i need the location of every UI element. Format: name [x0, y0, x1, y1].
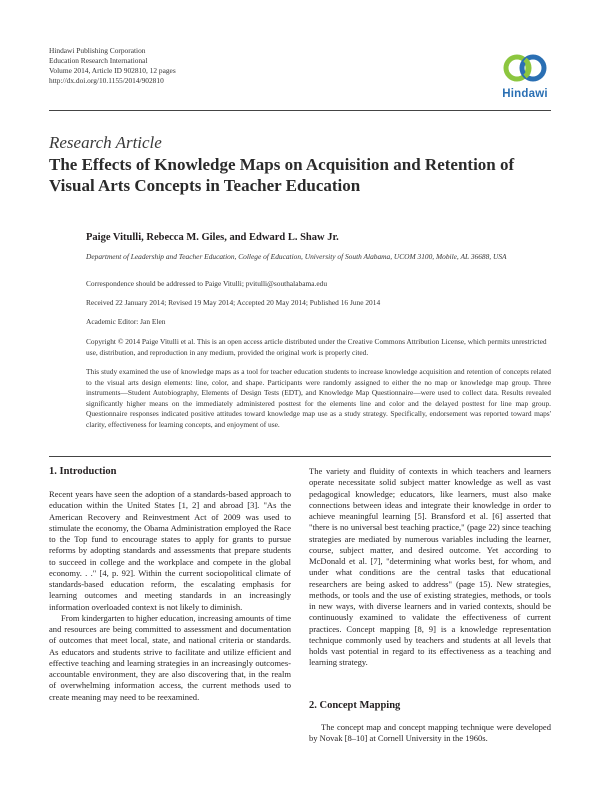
- paragraph: The variety and fluidity of contexts in which teachers and learners operate necessitate solid subject matter knowledge as well as vast pedagogical knowledge; educators, like learners, must also make connections between ideas and integrate their knowledge in order to achieve meaningful learning [5]. Bransford et al. [6] asserted that "there is no universal best teaching practice," (page 22) since teaching strategies are mediated by numerous variables including the learner, course, subject matter, and desired outcome. Yet according to McDonald et al. [7], "determining what works best, for whom, and under what conditions are the central tasks that educational researchers are being asked to address" (page 15). New strategies, methods, or tools and the use of existing strategies, methods, or tools in new ways, with diverse learners and in varied contexts, should be continuously examined to validate the effectiveness of current practices. Concept mapping [8, 9] is a knowledge representation technique commonly used by teachers and students at all levels that holds vast potential in regard to its effectiveness as a teaching and learning strategy.: [309, 466, 551, 668]
- academic-editor: Academic Editor: Jan Elen: [86, 317, 166, 326]
- volume-info: Volume 2014, Article ID 902810, 12 pages: [49, 66, 176, 75]
- journal-name: Education Research International: [49, 56, 148, 65]
- section-heading-introduction: 1. Introduction: [49, 466, 117, 477]
- publisher: Hindawi Publishing Corporation: [49, 46, 146, 55]
- hindawi-rings-icon: [502, 49, 548, 87]
- abstract-rule: [49, 456, 551, 457]
- paragraph: From kindergarten to higher education, increasing amounts of time and resources are being committed to assessment and documentation of outcomes that meet local, state, and national criteria or standards. As educators and students strive to facilitate and utilize efficient and effective teaching and learning strategies in an increasingly outcomes-accountable environment, they are also discovering that, in the realm of overwhelming information access, the current methods used to create meaning may need to be reexamined.: [49, 612, 291, 702]
- article-type: Research Article: [49, 133, 162, 152]
- left-column: [49, 489, 291, 703]
- paragraph: The concept map and concept mapping technique were developed by Novak [8–10] at Cornell University in the 1960s.: [309, 722, 551, 744]
- hindawi-logo: [497, 49, 553, 100]
- publication-dates: Received 22 January 2014; Revised 19 May 2014; Accepted 20 May 2014; Published 16 June 2014: [86, 298, 381, 307]
- copyright-notice: Copyright © 2014 Paige Vitulli et al. This is an open access article distributed under the Creative Commons Attribution License, which permits unrestricted use, distribution, and reproduction in any medium, provided the original work is properly cited.: [86, 337, 547, 357]
- logo-text: Hindawi: [502, 88, 548, 100]
- section-heading-concept-mapping: 2. Concept Mapping: [309, 700, 401, 711]
- right-column-continued: [309, 722, 551, 745]
- affiliation: Department of Leadership and Teacher Education, College of Education, University of South Alabama, UCOM 3100, Mobile, AL 36688, USA: [86, 252, 507, 261]
- header-rule: [49, 110, 551, 111]
- journal-header: [49, 46, 176, 86]
- authors: Paige Vitulli, Rebecca M. Giles, and Edward L. Shaw Jr.: [86, 232, 339, 243]
- correspondence: Correspondence should be addressed to Paige Vitulli; pvitulli@southalabama.edu: [86, 279, 328, 288]
- article-title: The Effects of Knowledge Maps on Acquisition and Retention of Visual Arts Concepts in Teacher Education: [49, 155, 515, 195]
- paragraph: Recent years have seen the adoption of a standards-based approach to education within the United States [1, 2] and abroad [3]. "As the American Recovery and Reinvestment Act of 2009 was used to stimulate the economy, the Obama Administration employed the Race to the Top fund to encourage states to apply for grants to pursue reforms by adopting standards and assessments that prepare students to succeed in college and the workplace and compete in the global economy. . ." [4, p. 92]. Within the current sociopolitical climate of standards-based education reform, the escalating emphasis for learning outcomes and meeting standards in an increasingly information overloaded context is not likely to diminish.: [49, 489, 291, 612]
- doi-link[interactable]: http://dx.doi.org/10.1155/2014/902810: [49, 76, 164, 85]
- right-column: [309, 466, 551, 669]
- abstract: This study examined the use of knowledge maps as a tool for teacher education students to increase knowledge acquisition and retention of concepts related to the visual arts design elements: line, color, and shape. Participants were randomly assigned to either the no map or knowledge map group. Three instruments—Student Autobiography, Elements of Design Tests (EDT), and Knowledge Map Questionnaire—were used to collect data. Results revealed significantly higher means on the immediately administered posttest for the elements line and color and the delayed posttest for line map group. Questionnaire responses indicated positive attitudes toward knowledge map use as a study strategy. Specifically, endorsement was reported toward maps' clarity, effectiveness for learning concepts, and enjoyment of use.: [86, 367, 551, 429]
